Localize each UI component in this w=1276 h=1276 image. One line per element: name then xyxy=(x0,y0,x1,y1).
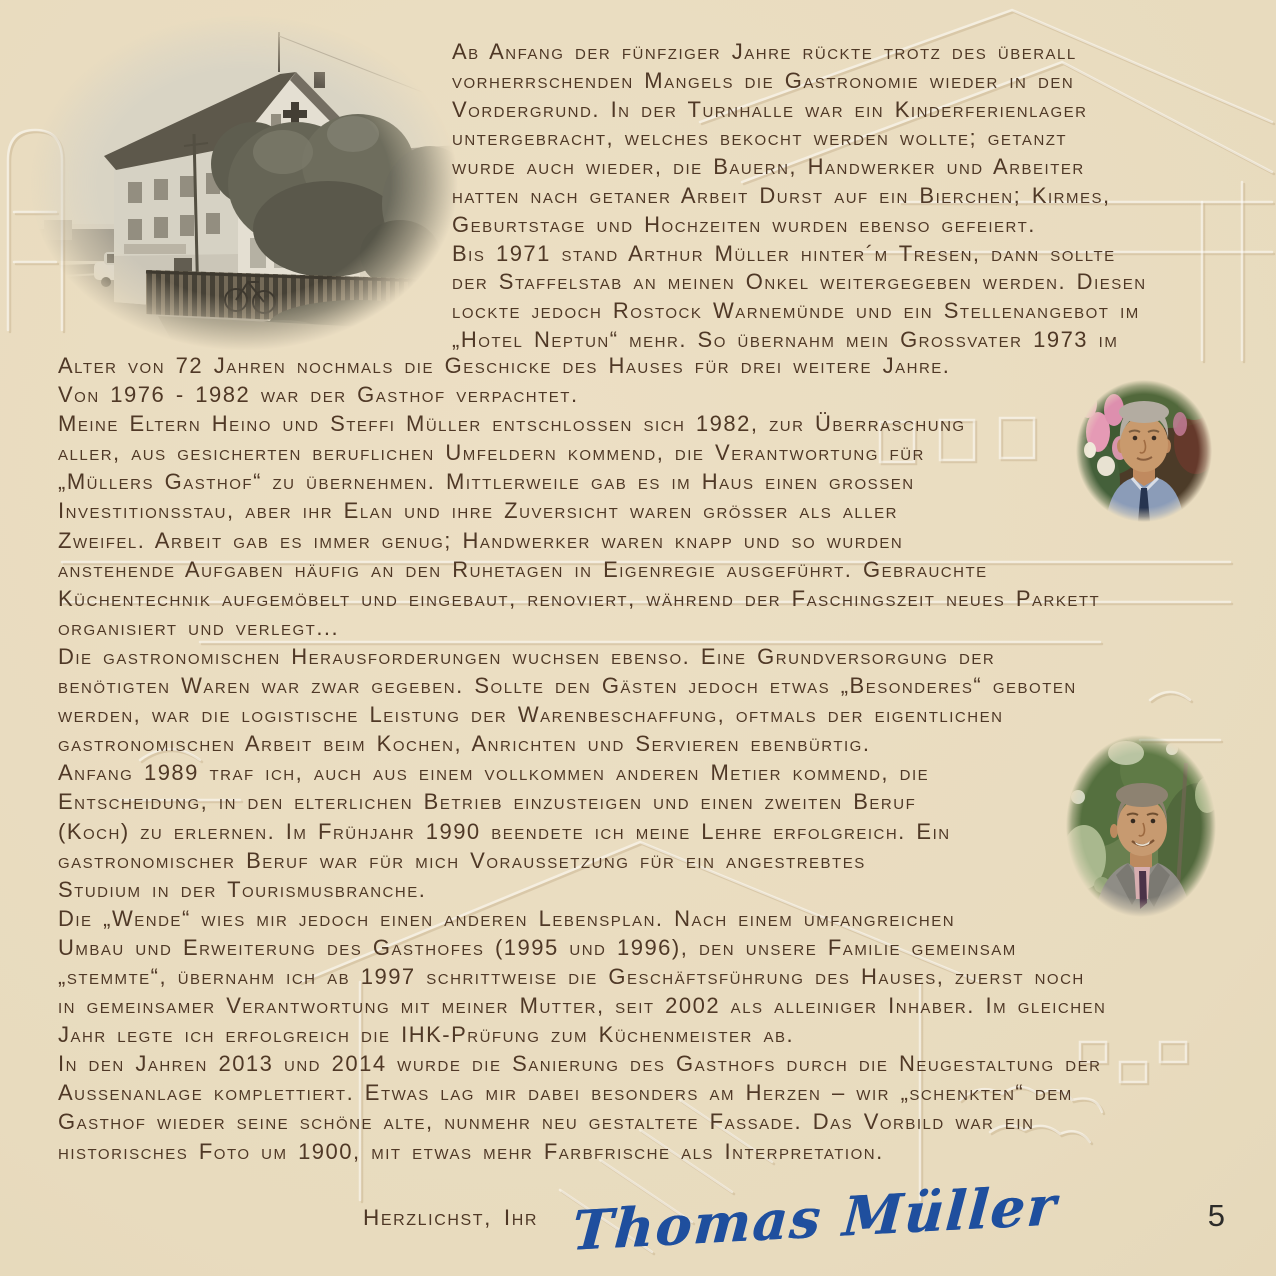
text-line: lockte jedoch Rostock Warnemünde und ein Stellenangebot im xyxy=(452,298,1140,324)
text-line: Aussenanlage komplettiert. Etwas lag mir dabei besonders am Herzen – wir „schenkten“ dem xyxy=(58,1080,1073,1106)
text-line: Studium in der Tourismusbranche. xyxy=(58,876,427,902)
historic-building-illustration xyxy=(28,14,460,352)
text-line: Vordergrund. In der Turnhalle war ein Kinderferienlager xyxy=(452,96,1088,122)
footer xyxy=(363,1173,1060,1263)
text-line: Bis 1971 stand Arthur Müller hinter´m Tresen, dann sollte xyxy=(452,240,1116,266)
text-line: Anfang 1989 traf ich, auch aus einem vollkommen anderen Metier kommend, die xyxy=(58,760,930,786)
portrait-grandfather-illustration xyxy=(1076,380,1212,522)
text-line: Ab Anfang der fünfziger Jahre rückte trotz des überall xyxy=(452,39,1077,64)
text-line: Jahr legte ich erfolgreich die IHK-Prüfung zum Küchenmeister ab. xyxy=(58,1022,795,1048)
text-line: vorherrschenden Mangels die Gastronomie wieder in den xyxy=(452,67,1075,93)
portrait-grandfather-photo xyxy=(1076,380,1212,522)
text-line: Meine Eltern Heino und Steffi Müller entschlossen sich 1982, zur Überraschung xyxy=(58,411,966,437)
text-line: Umbau und Erweiterung des Gasthofes (1995 und 1996), den unsere Familie gemeinsam xyxy=(58,934,1017,960)
signature-thomas-mueller: Thomas Müller xyxy=(570,1173,1060,1263)
text-line: hatten nach getaner Arbeit Durst auf ein Bierchen; Kirmes, xyxy=(452,182,1111,208)
text-line: „stemmte“, übernahm ich ab 1997 schrittweise die Geschäftsführung des Hauses, zuerst noch xyxy=(58,963,1085,989)
text-line: organisiert und verlegt... xyxy=(58,614,340,640)
text-line: Die gastronomischen Herausforderungen wuchsen ebenso. Eine Grundversorgung der xyxy=(58,643,996,669)
text-line: werden, war die logistische Leistung der Warenbeschaffung, oftmals der eigentlichen xyxy=(58,702,1004,728)
historic-building-photo xyxy=(28,14,460,352)
text-line: „Hotel Neptun“ mehr. So übernahm mein Grossvater 1973 im xyxy=(452,326,1119,352)
text-line: „Müllers Gasthof“ zu übernehmen. Mittlerweile gab es im Haus einen grossen xyxy=(58,469,915,495)
text-line: historisches Foto um 1900, mit etwas mehr Farbfrische als Interpretation. xyxy=(58,1138,884,1164)
text-line: Gasthof wieder seine schöne alte, nunmehr neu gestaltete Fassade. Das Vorbild war ein xyxy=(58,1109,1035,1135)
text-line: (Koch) zu erlernen. Im Frühjahr 1990 beendete ich meine Lehre erfolgreich. Ein xyxy=(58,818,951,844)
text-line: wurde auch wieder, die Bauern, Handwerker und Arbeiter xyxy=(452,154,1085,180)
closing-text: Herzlichst, Ihr xyxy=(363,1205,539,1230)
text-line: In den Jahren 2013 und 2014 wurde die Sanierung des Gasthofs durch die Neugestaltung der xyxy=(58,1051,1102,1077)
body-paragraph xyxy=(58,351,1236,1166)
text-line: anstehende Aufgaben häufig an den Ruhetagen in Eigenregie ausgeführt. Gebrauchte xyxy=(58,556,988,582)
text-line: benötigten Waren war zwar gegeben. Sollte den Gästen jedoch etwas „Besonderes“ geboten xyxy=(58,673,1077,699)
text-line: Alter von 72 Jahren nochmals die Geschicke des Hauses für drei weitere Jahre. xyxy=(58,353,951,378)
text-line: Die „Wende“ wies mir jedoch einen anderen Lebensplan. Nach einem umfangreichen xyxy=(58,905,956,931)
portrait-thomas-photo xyxy=(1066,735,1216,917)
text-line: gastronomischer Beruf war für mich Voraussetzung für ein angestrebtes xyxy=(58,847,866,873)
intro-paragraph xyxy=(452,38,1224,355)
text-line: Geburtstage und Hochzeiten wurden ebenso gefeiert. xyxy=(452,211,1036,237)
text-line: Investitionsstau, aber ihr Elan und ihre Zuversicht waren grösser als aller xyxy=(58,498,898,524)
text-line: gastronomischen Arbeit beim Kochen, Anrichten und Servieren ebenbürtig. xyxy=(58,731,871,757)
text-line: Von 1976 - 1982 war der Gasthof verpachtet. xyxy=(58,382,579,408)
text-line: Küchentechnik aufgemöbelt und eingebaut, renoviert, während der Faschingszeit neues Parkett xyxy=(58,585,1101,611)
portrait-thomas-illustration xyxy=(1066,735,1216,917)
text-line: untergebracht, welches bekocht werden wollte; getanzt xyxy=(452,125,1068,151)
text-line: Entscheidung, in den elterlichen Betrieb einzusteigen und einen zweiten Beruf xyxy=(58,789,917,815)
text-line: aller, aus gesicherten beruflichen Umfeldern kommend, die Verantwortung für xyxy=(58,440,925,466)
text-line: der Staffelstab an meinen Onkel weitergegeben werden. Diesen xyxy=(452,269,1147,295)
text-line: in gemeinsamer Verantwortung mit meiner Mutter, seit 2002 als alleiniger Inhaber. Im gleichen xyxy=(58,993,1107,1019)
text-line: Zweifel. Arbeit gab es immer genug; Handwerker waren knapp und so wurden xyxy=(58,527,904,553)
page-number: 5 xyxy=(1207,1198,1226,1233)
